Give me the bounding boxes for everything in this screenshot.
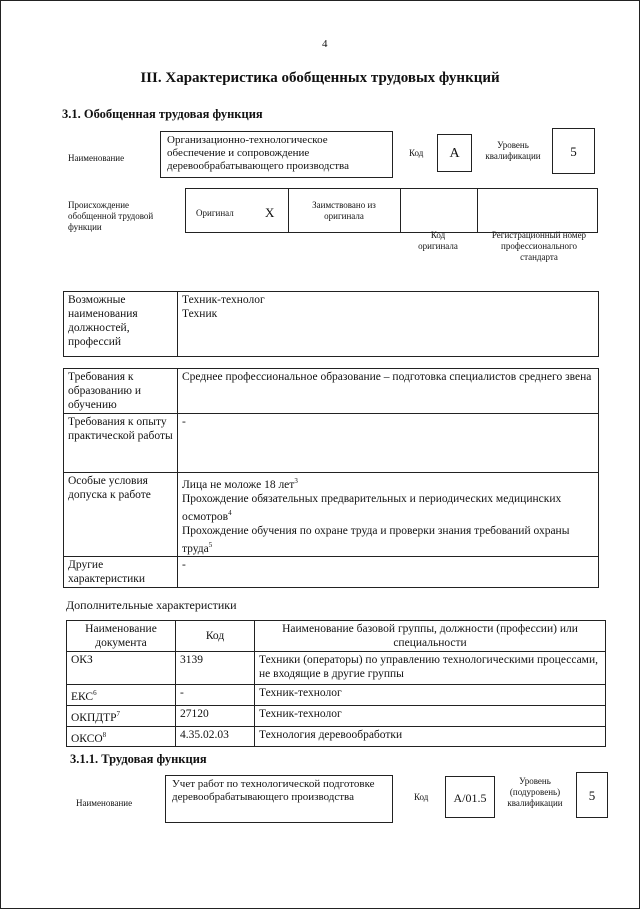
- code-cell: [176, 685, 255, 706]
- doc-title: Технология деревообработки: [259, 728, 403, 741]
- tf-code-value: A/01.5: [453, 791, 487, 805]
- doc-title: Техники (операторы) по управлению технологическими процессами, не входящие в другие группы: [259, 654, 598, 680]
- doc-cell: [67, 685, 176, 706]
- positions-table: [63, 291, 599, 357]
- req-label-cell: [64, 369, 178, 414]
- level-box: [552, 128, 595, 174]
- footnote-ref: 8: [102, 730, 107, 739]
- table-row: [67, 652, 606, 685]
- req-condition-line: [182, 524, 594, 556]
- code-value: A: [449, 146, 460, 161]
- doc-name: ОКЗ: [71, 654, 93, 666]
- doc-code: 27120: [180, 707, 209, 720]
- req-value: Среднее профессиональное образование – подготовка специалистов среднего звена: [182, 371, 592, 383]
- doc-name: ОКПДТР: [71, 711, 117, 724]
- borrowed-label: Заимствовано из оригинала: [312, 200, 376, 221]
- title-cell: [255, 705, 606, 726]
- original-label: Оригинал: [196, 208, 234, 218]
- footnote-ref: 7: [116, 709, 121, 718]
- doc-title: Техник-технолог: [259, 687, 342, 699]
- req-condition-text: Прохождение обучения по охране труда и проверки знания требований охраны труда: [182, 524, 570, 555]
- code-cell: [176, 652, 255, 685]
- title-cell: [255, 685, 606, 706]
- code-original-label: Код оригинала: [418, 230, 458, 251]
- code-cell: [176, 726, 255, 747]
- requirements-table: [63, 368, 599, 588]
- level-label: Уровень квалификации: [485, 140, 541, 161]
- doc-code: 4.35.02.03: [180, 728, 229, 741]
- doc-cell: [67, 705, 176, 726]
- tf-level-box: [576, 772, 608, 818]
- title-cell: [255, 652, 606, 685]
- section-3-1-heading: 3.1. Обобщенная трудовая функция: [62, 107, 263, 121]
- doc-cell: [67, 726, 176, 747]
- header-cell: [67, 621, 176, 652]
- origin-divider-2: [400, 188, 401, 233]
- req-label: Требования к образованию и обучению: [68, 371, 141, 411]
- page-number: 4: [322, 38, 328, 50]
- tf-code-box: [445, 776, 495, 818]
- req-condition-line: [182, 492, 594, 524]
- doc-name: ЕКС: [71, 690, 94, 703]
- req-label-cell: [64, 557, 178, 588]
- footnote-ref: 4: [228, 508, 232, 517]
- code-cell: [176, 705, 255, 726]
- section-3-1-1-heading: 3.1.1. Трудовая функция: [70, 752, 207, 766]
- footnote-ref: 5: [208, 540, 213, 549]
- req-value-cell: [178, 369, 599, 414]
- header-cell: [176, 621, 255, 652]
- doc-cell: [67, 652, 176, 685]
- req-value-cell: [178, 414, 599, 473]
- table-row: [67, 726, 606, 747]
- req-label-cell: [64, 473, 178, 557]
- name-label: Наименование: [68, 153, 125, 163]
- code-box: [437, 134, 472, 172]
- req-value-cell: [178, 473, 599, 557]
- position-item: Техник-технолог: [182, 294, 265, 306]
- function-name-value: Организационно-технологическое обеспечение и сопровождение деревообрабатывающего производства: [167, 134, 349, 172]
- code-label: Код: [409, 148, 424, 158]
- req-condition-line: [182, 474, 594, 492]
- footnote-ref: 6: [93, 689, 97, 697]
- tf-level-label: Уровень (подуровень) квалификации: [507, 776, 563, 808]
- header-text: Наименование документа: [85, 623, 157, 649]
- origin-table: [185, 188, 598, 233]
- reg-number-label: Регистрационный номер профессионального стандарта: [491, 230, 587, 262]
- header-text: Наименование базовой группы, должности (профессии) или специальности: [282, 623, 578, 649]
- req-value-cell: [178, 557, 599, 588]
- req-condition-text: Прохождение обязательных предварительных и периодических медицинских осмотров: [182, 492, 562, 523]
- positions-label: Возможные наименования должностей, профессий: [68, 294, 138, 348]
- header-text: Код: [205, 630, 225, 642]
- positions-label-cell: [64, 292, 178, 357]
- positions-values-cell: [178, 292, 599, 357]
- origin-divider-3: [477, 188, 478, 233]
- req-label: Требования к опыту практической работы: [68, 416, 173, 442]
- req-condition-text: Лица не моложе 18 лет: [182, 478, 295, 491]
- function-name-box: [160, 131, 393, 178]
- doc-code: 3139: [180, 654, 203, 666]
- tf-code-label: Код: [414, 792, 429, 802]
- additional-heading: Дополнительные характеристики: [66, 598, 237, 612]
- origin-divider-1: [288, 188, 289, 233]
- header-cell: [255, 621, 606, 652]
- doc-name: ОКСО: [71, 732, 103, 745]
- position-item: Техник: [182, 308, 218, 320]
- req-value: -: [182, 559, 186, 572]
- level-value: 5: [570, 144, 577, 159]
- tf-name-label: Наименование: [76, 798, 133, 808]
- req-value: -: [182, 416, 186, 428]
- tf-name-value: Учет работ по технологической подготовке деревообрабатывающего производства: [172, 778, 375, 803]
- req-label: Особые условия допуска к работе: [68, 475, 151, 501]
- req-label-cell: [64, 414, 178, 473]
- title-cell: [255, 726, 606, 747]
- original-mark: X: [265, 205, 275, 220]
- table-row: [67, 705, 606, 726]
- additional-table: [66, 620, 606, 747]
- req-label: Другие характеристики: [68, 559, 146, 586]
- doc-title: Техник-технолог: [259, 707, 342, 720]
- page-title: III. Характеристика обобщенных трудовых функций: [140, 70, 500, 86]
- tf-name-box: [165, 775, 393, 823]
- origin-label: Происхождение обобщенной трудовой функции: [68, 200, 154, 232]
- table-row: [67, 685, 606, 706]
- tf-level-value: 5: [588, 788, 596, 803]
- footnote-ref: 3: [294, 477, 298, 485]
- doc-code: -: [180, 687, 184, 699]
